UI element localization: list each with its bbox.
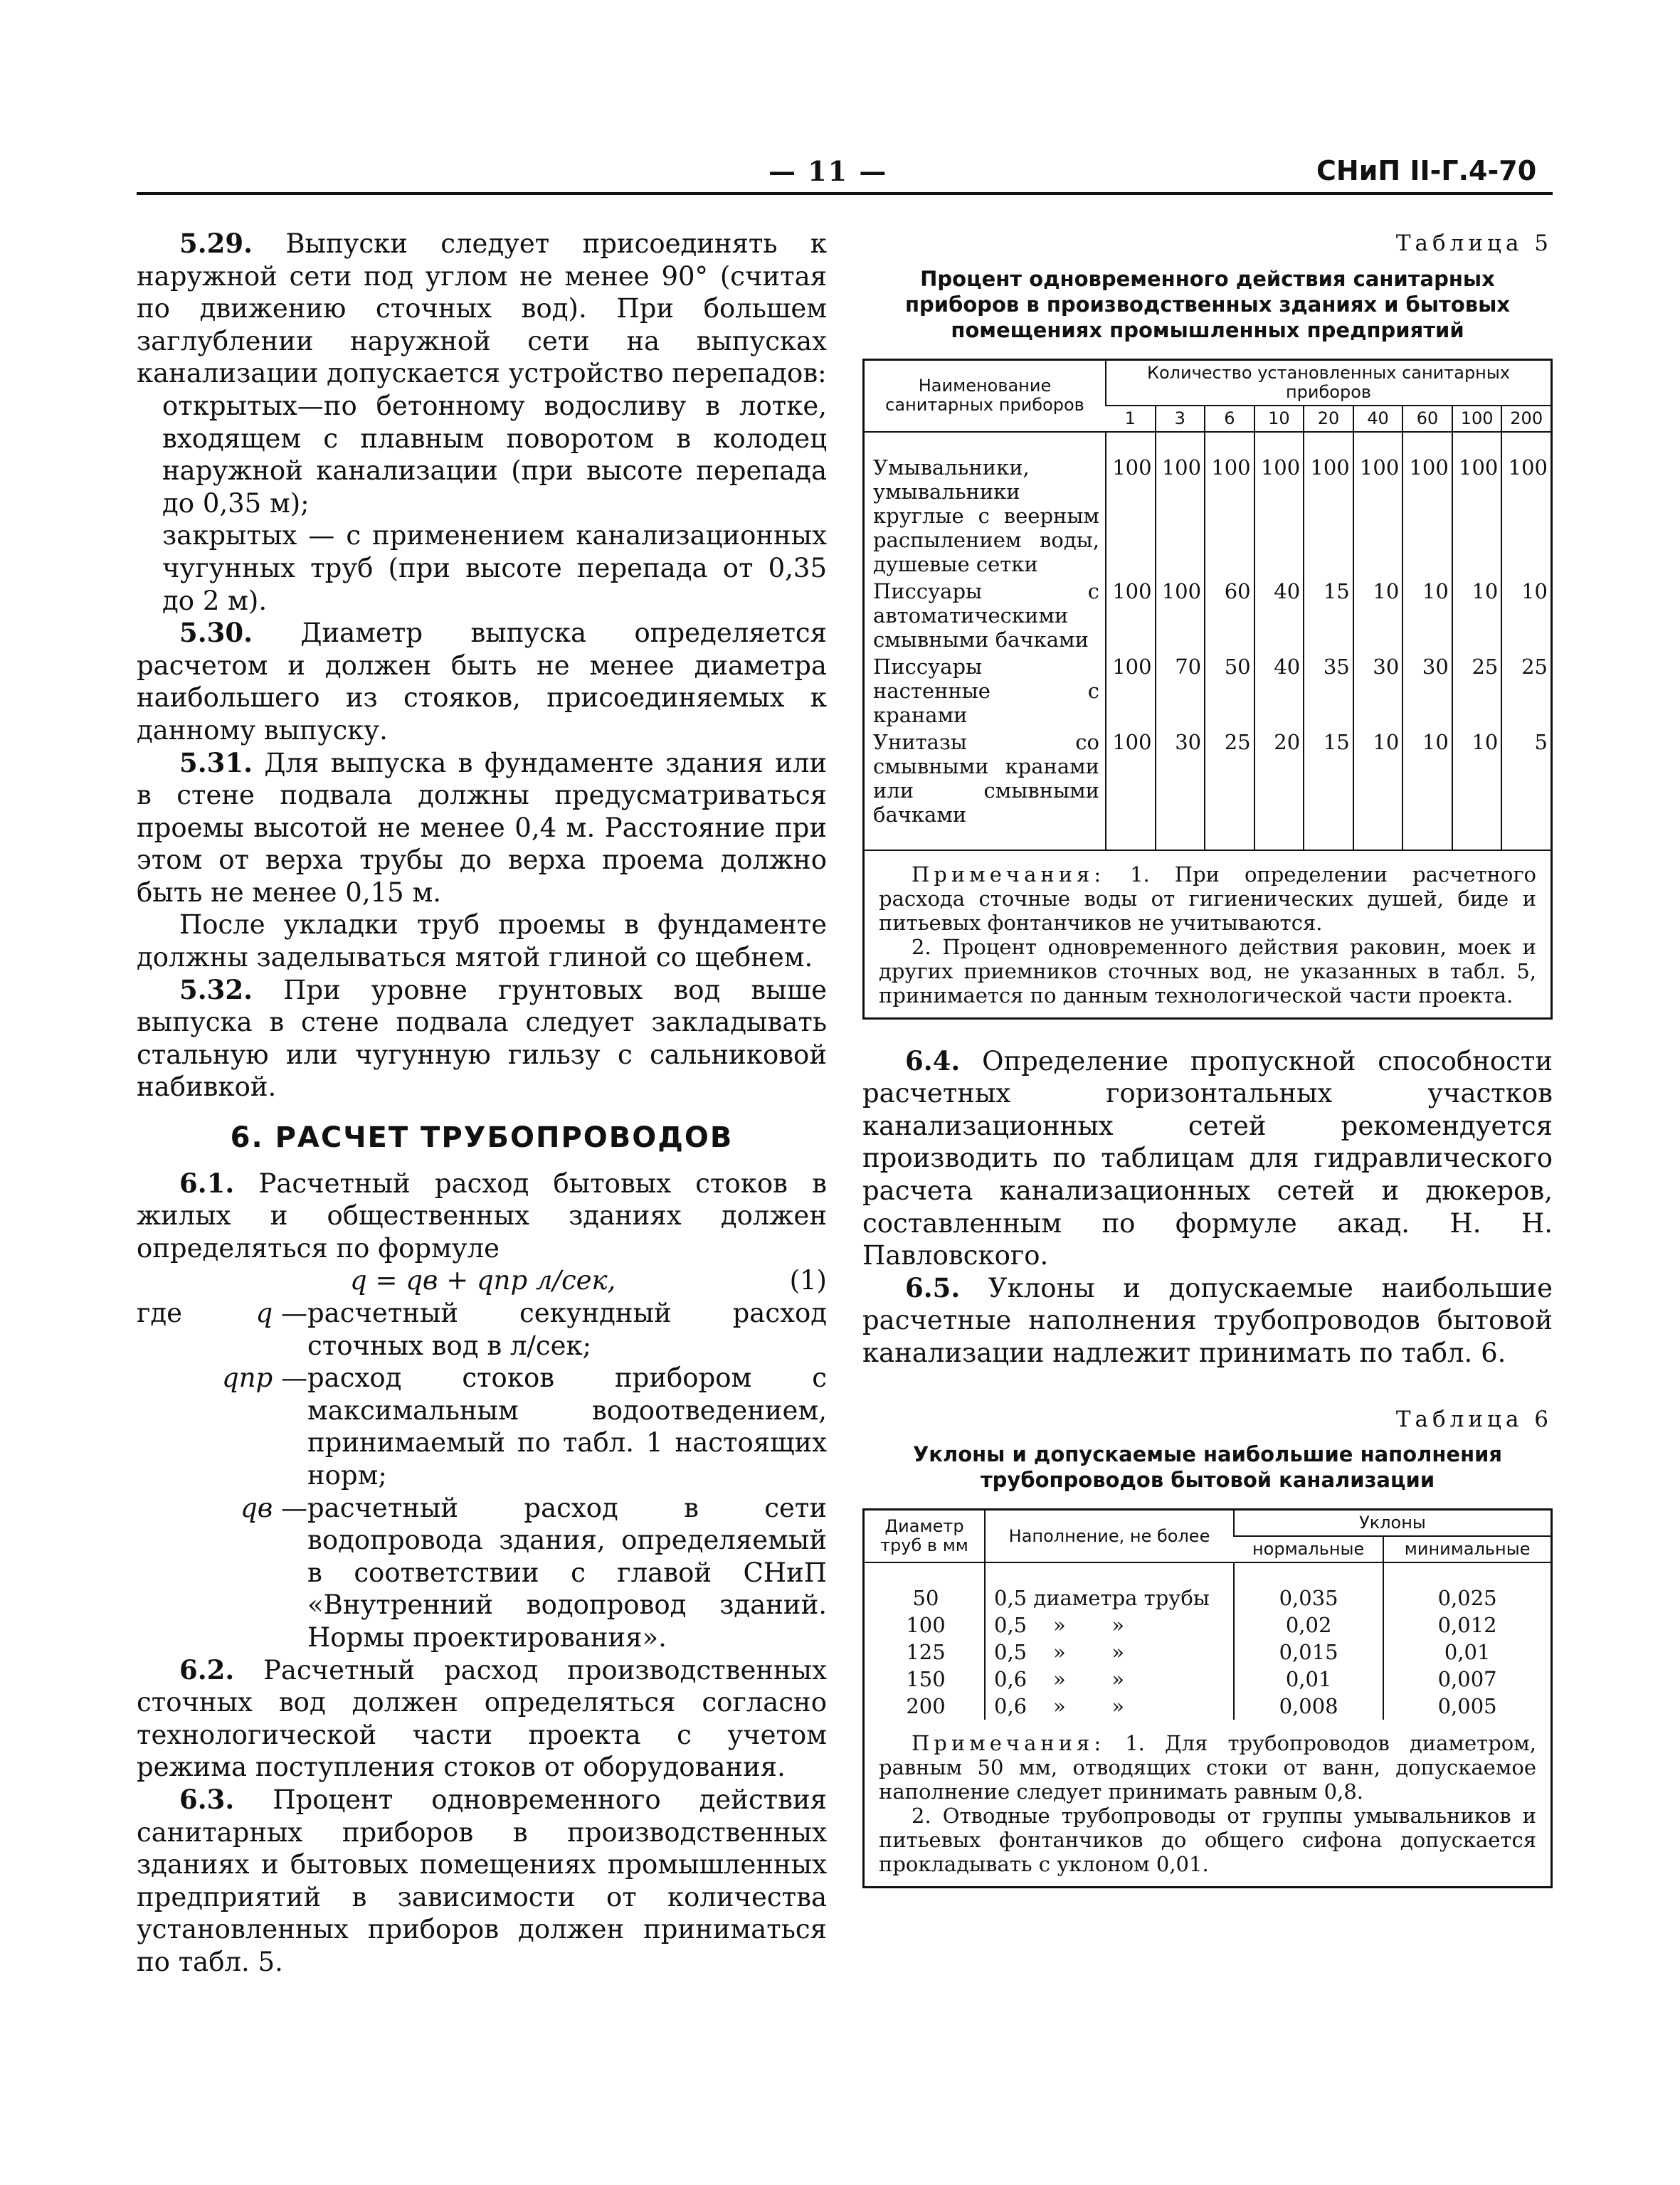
table5-cell: 60 — [1205, 578, 1254, 653]
table5-cell: 10 — [1353, 578, 1403, 653]
clause-number: 5.30. — [179, 617, 253, 649]
table5-head-count: Количество установленных санитарных приборов — [1106, 361, 1550, 406]
table5-row-name: Унитазы со смывными кранами или смывными бачками — [873, 729, 1099, 827]
clause-text: Расчетный расход бытовых стоков в жилых и общественных зданиях должен определяться по формуле — [137, 1168, 827, 1264]
table5-label: Таблица 5 — [1395, 231, 1553, 256]
table5-title: Процент одновременного действия санитарных приборов в производственных зданиях и бытовых помещениях промышленных предприятий — [904, 266, 1511, 342]
paragraph-6-5 — [862, 1272, 1553, 1370]
table6-note-2: 2. Отводные трубопроводы от группы умывальников и питьевых фонтанчиков до общего сифона допускается прокладывать с уклоном 0,01. — [879, 1804, 1536, 1877]
clause-number: 6.5. — [905, 1271, 961, 1303]
table6-diameter: 200 — [906, 1694, 946, 1719]
table5-cell: 10 — [1501, 578, 1550, 653]
table5-cell: 10 — [1402, 578, 1452, 653]
table5-note-1 — [879, 862, 1536, 935]
table5-grid — [865, 361, 1550, 850]
table5-head-name: Наименование санитарных приборов — [865, 361, 1106, 432]
definition-text: расчетный расход в сети водопровода здания, определяемый в соответствии с главой СНиП «Внутренний водопровод зданий. Нормы проектирования». — [307, 1492, 827, 1653]
table6-head-normal: нормальные — [1234, 1536, 1383, 1562]
table5-cell: 100 — [1205, 454, 1254, 578]
clause-number: 6.4. — [905, 1044, 961, 1076]
table5-cell: 5 — [1501, 729, 1550, 828]
table5-col: 20 — [1304, 406, 1353, 432]
table6-fill: 0,6 » » — [985, 1666, 1234, 1693]
definition-qv — [137, 1492, 827, 1654]
table6-note-1 — [879, 1731, 1536, 1804]
table6-notes — [865, 1720, 1550, 1886]
table5-col: 200 — [1501, 406, 1550, 432]
table6-normal: 0,02 — [1234, 1612, 1383, 1639]
clause-text: Выпуски следует присоединять к наружной сети под углом не менее 90° (считая по движению сточных вод). При большем заглублении наружной сети на выпусках канализации допускается устройство перепадов: — [137, 228, 827, 389]
formula-definitions — [137, 1297, 827, 1654]
formula-number: (1) — [789, 1265, 827, 1296]
document-code: СНиП II-Г.4-70 — [1316, 155, 1537, 186]
paragraph-5-29 — [137, 228, 827, 390]
table6-diameter: 100 — [906, 1613, 946, 1638]
notes-label: Примечания: — [912, 862, 1106, 887]
table5-cell: 100 — [1156, 454, 1205, 578]
right-column — [862, 228, 1553, 1888]
table5-row-name: Умывальники, умывальники круглые с веерным распылением воды, душевые сетки — [873, 455, 1099, 576]
table5-cell: 100 — [1254, 454, 1304, 578]
paragraph-6-2 — [137, 1654, 827, 1784]
note-text: 1. Для трубопроводов диаметром, равным 50 мм, отводящих стоки от ванн, допускаемое наполнение следует принимать равным 0,8. — [879, 1731, 1536, 1804]
table6-min: 0,01 — [1383, 1639, 1550, 1666]
clause-number: 6.3. — [179, 1783, 235, 1815]
table5-cell: 15 — [1304, 729, 1353, 828]
table5-notes — [865, 850, 1550, 1017]
paragraph-5-31 — [137, 747, 827, 909]
table6-min: 0,025 — [1383, 1584, 1550, 1612]
table5-cell: 30 — [1402, 653, 1452, 729]
clause-text: При уровне грунтовых вод выше выпуска в стене подвала следует закладывать стальную или чугунную гильзу с сальниковой набивкой. — [137, 974, 827, 1103]
table-row — [865, 1612, 1550, 1639]
definition-symbol: qпр — — [222, 1363, 307, 1394]
table6-label: Таблица 6 — [1395, 1406, 1553, 1432]
paragraph-5-29-closed: закрытых — с применением канализационных чугунных труб (при высоте перепада от 0,35 до 2 м). — [162, 520, 827, 616]
note-text: 1. При определении расчетного расхода сточные воды от гигиенических душей, биде и питьевых фонтанчиков не учитываются. — [879, 862, 1536, 935]
table5-col: 1 — [1106, 406, 1156, 432]
table-row — [865, 578, 1550, 653]
clause-number: 6.1. — [179, 1167, 235, 1199]
table5-cell: 100 — [1106, 454, 1156, 578]
paragraph-6-1 — [137, 1168, 827, 1265]
table6-normal: 0,035 — [1234, 1584, 1383, 1612]
clause-number: 6.2. — [179, 1654, 235, 1686]
paragraph-6-3 — [137, 1784, 827, 1979]
table5-cell: 10 — [1353, 729, 1403, 828]
page-header — [0, 0, 1680, 206]
table5-col: 3 — [1156, 406, 1205, 432]
definition-qpr — [137, 1362, 827, 1491]
table6-head-fill: Наполнение, не более — [985, 1511, 1234, 1562]
table6-diameter: 125 — [906, 1640, 946, 1665]
table6-min: 0,005 — [1383, 1693, 1550, 1720]
table6-diameter: 150 — [906, 1667, 946, 1692]
table6-normal: 0,008 — [1234, 1693, 1383, 1720]
table5-cell: 50 — [1205, 653, 1254, 729]
clause-text: Расчетный расход производственных сточных вод должен определяться согласно технологической части проекта с учетом режима поступления стоков от оборудования. — [137, 1654, 827, 1783]
table6-fill: 0,5 » » — [985, 1639, 1234, 1666]
clause-text: Определение пропускной способности расчетных горизонтальных участков канализационных сетей рекомендуется производить по таблицам для гидравлического расчета канализационных сетей и дюкеров, составленным по формуле акад. Н. Н. Павловского. — [862, 1045, 1553, 1271]
definition-symbol: q — — [255, 1298, 307, 1328]
table5-cell: 100 — [1106, 729, 1156, 828]
page-number: — 11 — — [768, 155, 888, 187]
clause-text: Процент одновременного действия санитарных приборов в производственных зданиях и бытовых помещениях промышленных предприятий в зависимости от количества установленных приборов должен приниматься по табл. 5. — [137, 1784, 827, 1977]
table5-cell: 100 — [1156, 578, 1205, 653]
clause-number: 5.32. — [179, 973, 253, 1005]
table-row — [865, 1639, 1550, 1666]
definition-text: расход стоков прибором с максимальным водоотведением, принимаемый по табл. 1 настоящих норм; — [307, 1363, 827, 1491]
left-column — [137, 228, 827, 1978]
table5-cell: 25 — [1452, 653, 1502, 729]
table5-cell: 10 — [1402, 729, 1452, 828]
table6-diameter: 50 — [912, 1586, 939, 1611]
table5-col: 6 — [1205, 406, 1254, 432]
table5 — [862, 359, 1553, 1020]
where-word: где — [137, 1298, 183, 1328]
paragraph-5-30 — [137, 617, 827, 746]
table5-note-2: 2. Процент одновременного действия раковин, моек и других приемников сточных вод, не указанных в табл. 5, принимается по данным технологической части проекта. — [879, 934, 1536, 1007]
table6-fill: 0,5 диаметра трубы — [985, 1584, 1234, 1612]
table5-row-name: Писсуары настенные с кранами — [873, 654, 1099, 727]
header-rule — [137, 192, 1553, 195]
table5-col: 60 — [1402, 406, 1452, 432]
table6-title: Уклоны и допускаемые наибольшие наполнения трубопроводов бытовой канализации — [912, 1442, 1503, 1493]
table5-cell: 25 — [1501, 653, 1550, 729]
table6-grid — [865, 1511, 1550, 1720]
table5-cell: 100 — [1304, 454, 1353, 578]
table-row — [865, 653, 1550, 729]
clause-number: 5.31. — [179, 746, 253, 778]
table5-cell: 10 — [1452, 729, 1502, 828]
table5-cell: 30 — [1156, 729, 1205, 828]
table5-cell: 100 — [1452, 454, 1502, 578]
table5-cell: 70 — [1156, 653, 1205, 729]
table6 — [862, 1508, 1553, 1888]
table-row — [865, 1584, 1550, 1612]
table5-cell: 100 — [1501, 454, 1550, 578]
clause-text: Для выпуска в фундаменте здания или в стене подвала должны предусматриваться проемы высотой не менее 0,4 м. Расстояние при этом от верха трубы до верха проема должно быть не менее 0,15 м. — [137, 747, 827, 908]
definition-text: расчетный секундный расход сточных вод в л/сек; — [307, 1298, 827, 1361]
table5-cell: 40 — [1254, 578, 1304, 653]
table6-fill: 0,6 » » — [985, 1693, 1234, 1720]
definition-q — [137, 1297, 827, 1362]
table5-cell: 15 — [1304, 578, 1353, 653]
table6-head-slopes: Уклоны — [1234, 1511, 1550, 1536]
table5-col: 40 — [1353, 406, 1403, 432]
table5-cell: 35 — [1304, 653, 1353, 729]
table6-head-diameter: Диаметр труб в мм — [865, 1511, 985, 1562]
clause-text: Уклоны и допускаемые наибольшие расчетные наполнения трубопроводов бытовой канализации надлежит принимать по табл. 6. — [862, 1272, 1553, 1368]
table5-cell: 10 — [1452, 578, 1502, 653]
notes-label: Примечания: — [912, 1731, 1106, 1756]
table6-min: 0,007 — [1383, 1666, 1550, 1693]
formula-1 — [137, 1264, 827, 1297]
clause-number: 5.29. — [179, 228, 253, 259]
table-row — [865, 454, 1550, 578]
clause-text: Диаметр выпуска определяется расчетом и должен быть не менее диаметра наибольшего из стояков, присоединяемых к данному выпуску. — [137, 618, 827, 746]
formula-expression: q = qв + qпр л/сек, — [350, 1265, 616, 1296]
table5-cell: 20 — [1254, 729, 1304, 828]
table5-cell: 100 — [1106, 653, 1156, 729]
paragraph-5-31b: После укладки труб проемы в фундаменте должны заделываться мятой глиной со щебнем. — [137, 909, 827, 973]
table6-min: 0,012 — [1383, 1612, 1550, 1639]
right-text — [862, 1045, 1553, 1370]
table5-cell: 25 — [1205, 729, 1254, 828]
definition-symbol: qв — — [241, 1492, 307, 1523]
table-row — [865, 729, 1550, 828]
paragraph-6-4 — [862, 1045, 1553, 1272]
table5-cell: 30 — [1353, 653, 1403, 729]
table5-cell: 100 — [1106, 578, 1156, 653]
table5-cell: 100 — [1402, 454, 1452, 578]
table6-normal: 0,015 — [1234, 1639, 1383, 1666]
table-row — [865, 1666, 1550, 1693]
table6-head-min: минимальные — [1383, 1536, 1550, 1562]
table6-normal: 0,01 — [1234, 1666, 1383, 1693]
table5-row-name: Писсуары с автоматическими смывными бачками — [873, 578, 1099, 652]
table5-col: 10 — [1254, 406, 1304, 432]
table5-cell: 40 — [1254, 653, 1304, 729]
paragraph-5-29-open: открытых—по бетонному водосливу в лотке, входящем с плавным поворотом в колодец наружной канализации (при высоте перепада до 0,35 м); — [162, 390, 827, 519]
table6-fill: 0,5 » » — [985, 1612, 1234, 1639]
table5-col: 100 — [1452, 406, 1502, 432]
table-row — [865, 1693, 1550, 1720]
table5-cell: 100 — [1353, 454, 1403, 578]
paragraph-5-32 — [137, 974, 827, 1104]
section-heading: 6. РАСЧЕТ ТРУБОПРОВОДОВ — [230, 1121, 734, 1155]
